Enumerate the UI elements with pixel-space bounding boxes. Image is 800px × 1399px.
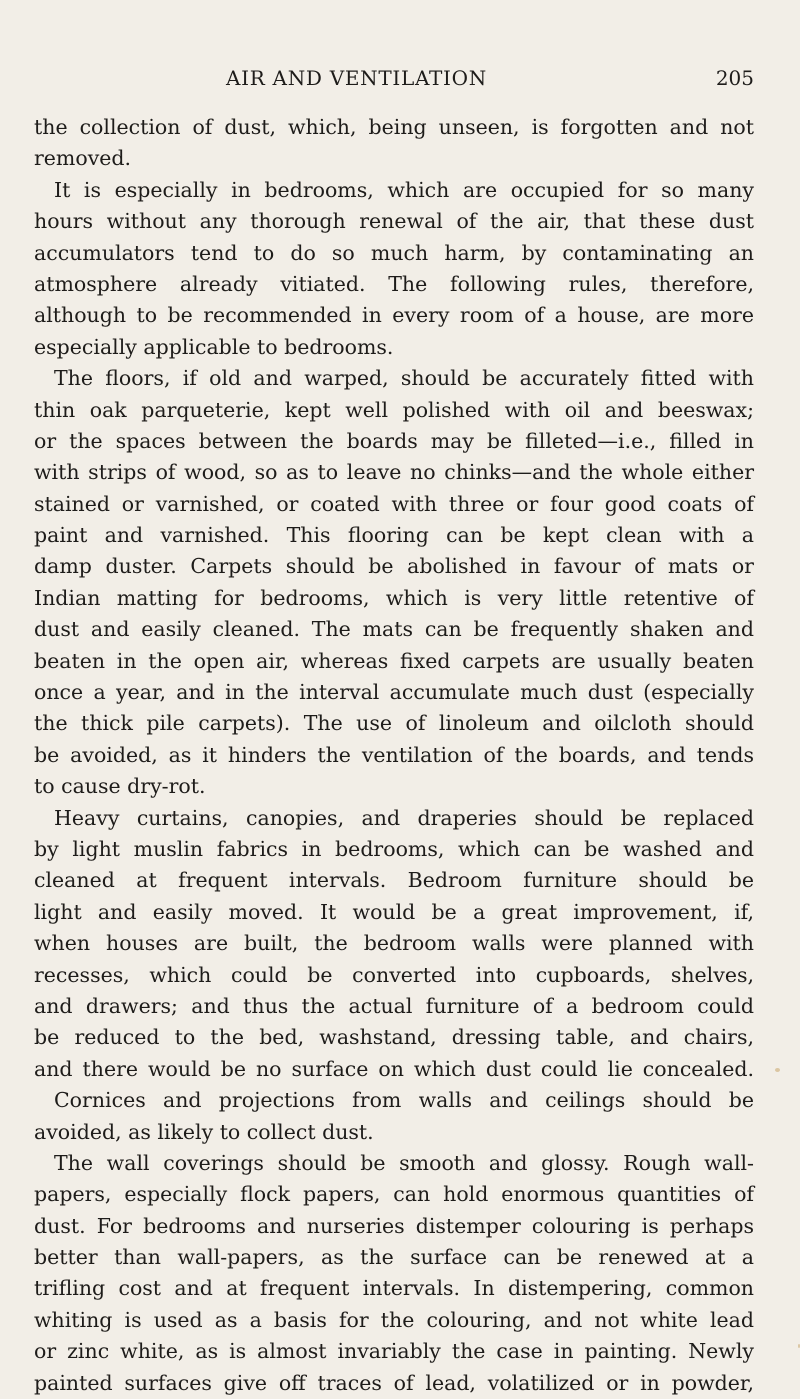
- text-line: with strips of wood, so as to leave no chinks—and the whole either: [34, 460, 754, 485]
- text-line: Heavy curtains, canopies, and draperies should be replaced: [54, 805, 754, 830]
- text-line: be reduced to the bed, washstand, dressing table, and chairs,: [34, 1025, 754, 1050]
- text-line: especially applicable to bedrooms.: [34, 334, 394, 359]
- text-line: better than wall-papers, as the surface can be renewed at a: [34, 1245, 754, 1270]
- text-line: whiting is used as a basis for the colouring, and not white lead: [34, 1307, 754, 1332]
- text-line: stained or varnished, or coated with three or four good coats of: [34, 491, 754, 516]
- text-line: or zinc white, as is almost invariably the case in painting. Newly: [34, 1339, 754, 1364]
- text-line: accumulators tend to do so much harm, by contaminating an: [34, 240, 754, 265]
- text-line: painted surfaces give off traces of lead, volatilized or in powder,: [34, 1370, 754, 1395]
- text-line: Indian matting for bedrooms, which is very little retentive of: [34, 585, 754, 610]
- text-line: or the spaces between the boards may be filleted—i.e., filled in: [34, 428, 754, 453]
- text-line: cleaned at frequent intervals. Bedroom furniture should be: [34, 868, 754, 893]
- running-head: [226, 66, 754, 96]
- text-line: trifling cost and at frequent intervals. In distempering, common: [34, 1276, 754, 1301]
- text-line: the collection of dust, which, being unseen, is forgotten and not: [34, 115, 754, 139]
- text-line: the thick pile carpets). The use of linoleum and oilcloth should: [34, 711, 754, 736]
- text-line: atmosphere already vitiated. The following rules, therefore,: [34, 271, 754, 296]
- text-line: to cause dry-rot.: [34, 774, 206, 799]
- text-line: beaten in the open air, whereas fixed carpets are usually beaten: [34, 648, 754, 673]
- text-line: light and easily moved. It would be a great improvement, if,: [34, 899, 754, 924]
- text-line: paint and varnished. This flooring can be kept clean with a: [34, 523, 754, 548]
- text-line: recesses, which could be converted into cupboards, shelves,: [34, 962, 754, 987]
- text-line: The wall coverings should be smooth and glossy. Rough wall-: [54, 1150, 754, 1175]
- text-line: and drawers; and thus the actual furniture of a bedroom could: [34, 993, 754, 1018]
- body-text: [34, 112, 754, 1399]
- text-line: removed.: [34, 146, 132, 171]
- text-line: papers, especially flock papers, can hold enormous quantities of: [34, 1182, 754, 1207]
- text-line: although to be recommended in every room of a house, are more: [34, 303, 754, 328]
- text-line: The floors, if old and warped, should be accurately fitted with: [54, 366, 754, 391]
- running-title: AIR AND VENTILATION: [226, 66, 487, 90]
- text-line: by light muslin fabrics in bedrooms, which can be washed and: [34, 836, 754, 861]
- text-line: hours without any thorough renewal of the air, that these dust: [34, 209, 754, 234]
- text-line: and there would be no surface on which dust could lie concealed.: [34, 1056, 754, 1081]
- text-line: It is especially in bedrooms, which are occupied for so many: [54, 177, 754, 202]
- text-line: thin oak parqueterie, kept well polished with oil and beeswax;: [34, 397, 754, 422]
- text-line: when houses are built, the bedroom walls were planned with: [34, 931, 754, 956]
- text-line: Cornices and projections from walls and ceilings should be: [54, 1088, 754, 1113]
- text-line: avoided, as likely to collect dust.: [34, 1119, 374, 1144]
- page-number: 205: [715, 66, 754, 90]
- text-line: damp duster. Carpets should be abolished in favour of mats or: [34, 554, 754, 579]
- text-line: dust and easily cleaned. The mats can be frequently shaken and: [34, 617, 754, 642]
- paper-foxing-mark: [775, 1068, 780, 1072]
- text-line: once a year, and in the interval accumulate much dust (especially: [34, 680, 754, 705]
- text-line: dust. For bedrooms and nurseries distemper colouring is perhaps: [34, 1213, 754, 1238]
- text-line: be avoided, as it hinders the ventilation of the boards, and tends: [34, 742, 754, 767]
